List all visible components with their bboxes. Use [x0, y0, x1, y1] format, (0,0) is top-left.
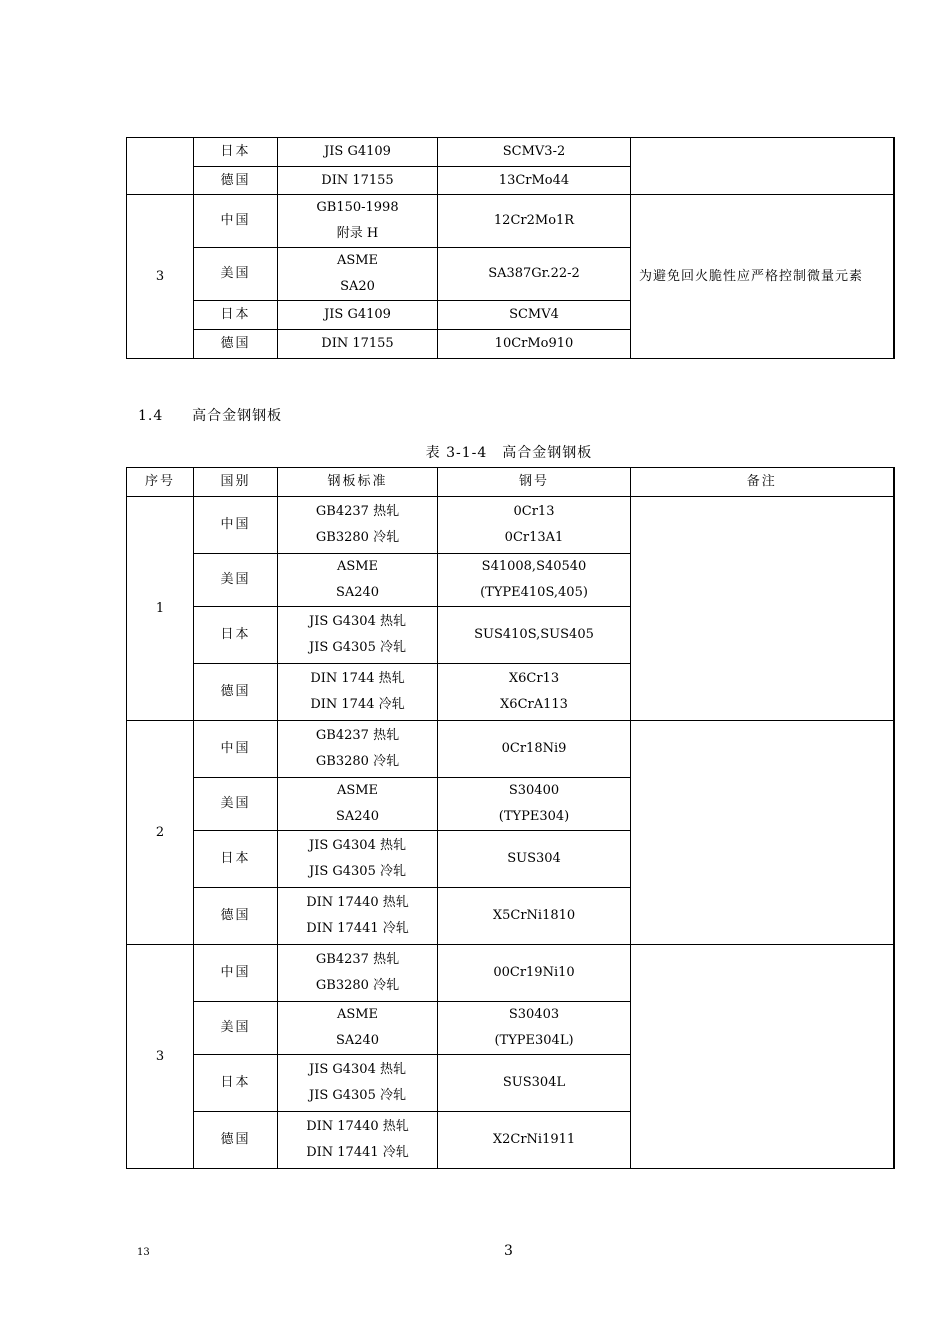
grade-cell — [438, 138, 631, 167]
cell-line: DIN 17155 — [321, 336, 394, 351]
grade-cell — [438, 888, 631, 945]
standard-cell — [278, 167, 438, 195]
country-cell: 日本 — [194, 138, 278, 167]
cell-line: X5CrNi1810 — [492, 908, 576, 923]
serial-number-cell: 3 — [127, 195, 194, 359]
grade-cell — [438, 664, 631, 721]
standard-cell — [278, 888, 438, 945]
cell-line: (TYPE410S,405) — [480, 585, 588, 600]
standard-cell — [278, 330, 438, 359]
footer-left-number: 13 — [137, 1247, 150, 1258]
cell-line: DIN 17440 热轧 — [306, 1119, 409, 1134]
country-cell: 德国 — [194, 330, 278, 359]
cell-line: 13CrMo44 — [498, 172, 570, 188]
table-row — [127, 497, 894, 554]
grade-cell — [438, 778, 631, 831]
country-cell: 美国 — [194, 1002, 278, 1055]
grade-cell — [438, 1002, 631, 1055]
column-header: 钢板标准 — [278, 468, 438, 497]
grade-cell — [438, 330, 631, 359]
cell-line: SCMV3-2 — [502, 144, 566, 159]
cell-line: X2CrNi1911 — [492, 1132, 576, 1147]
cell-line: DIN 1744 冷轧 — [310, 697, 405, 712]
cell-line: JIS G4304 热轧 — [309, 838, 406, 853]
grade-cell — [438, 945, 631, 1002]
remark-cell — [631, 721, 894, 945]
column-header: 钢号 — [438, 468, 631, 497]
standard-cell — [278, 945, 438, 1002]
grade-cell — [438, 1055, 631, 1112]
column-header: 序号 — [127, 468, 194, 497]
grade-cell — [438, 195, 631, 248]
standard-cell — [278, 138, 438, 167]
grade-cell — [438, 497, 631, 554]
cell-line: X6CrA113 — [500, 697, 568, 712]
standard-cell — [278, 497, 438, 554]
serial-number-cell: 2 — [127, 721, 194, 945]
grade-cell — [438, 167, 631, 195]
cell-line: 00Cr19Ni10 — [493, 965, 575, 980]
cell-line: DIN 17155 — [321, 172, 394, 188]
cell-line: JIS G4305 冷轧 — [309, 1088, 406, 1103]
cell-line: 0Cr18Ni9 — [501, 741, 567, 756]
standard-cell — [278, 195, 438, 248]
standard-cell — [278, 607, 438, 664]
remark-cell — [631, 945, 894, 1169]
cell-line: S41008,S40540 — [481, 559, 587, 574]
cell-line: GB4237 热轧 — [315, 952, 400, 967]
cell-line: S30403 — [508, 1007, 560, 1022]
country-cell: 日本 — [194, 301, 278, 330]
grade-cell — [438, 301, 631, 330]
table-row — [127, 945, 894, 1002]
cell-line: SCMV4 — [509, 307, 559, 322]
cell-line: JIS G4305 冷轧 — [309, 640, 406, 655]
country-cell: 德国 — [194, 167, 278, 195]
country-cell: 中国 — [194, 721, 278, 778]
serial-number-cell: 1 — [127, 497, 194, 721]
country-cell: 中国 — [194, 945, 278, 1002]
remark-cell: 为避免回火脆性应严格控制微量元素 — [631, 195, 894, 359]
standard-cell — [278, 248, 438, 301]
cell-line: SA240 — [335, 585, 380, 600]
serial-number-cell: 3 — [127, 945, 194, 1169]
table-row — [127, 138, 894, 167]
cell-line: SUS304L — [502, 1075, 566, 1090]
cell-line: SA387Gr.22-2 — [488, 266, 580, 281]
column-header: 国别 — [194, 468, 278, 497]
cell-line: JIS G4305 冷轧 — [309, 864, 406, 879]
cell-line: SUS304 — [507, 851, 561, 866]
table-caption: 表 3-1-4 高合金钢钢板 — [425, 445, 593, 461]
country-cell: 德国 — [194, 664, 278, 721]
cell-line: GB3280 冷轧 — [315, 530, 400, 545]
table-header-row — [127, 468, 894, 497]
cell-line: ASME — [336, 783, 379, 798]
country-cell: 日本 — [194, 1055, 278, 1112]
section-heading — [138, 405, 282, 425]
country-cell: 中国 — [194, 497, 278, 554]
cell-line: JIS G4304 热轧 — [309, 614, 406, 629]
cell-line: ASME — [336, 559, 379, 574]
cell-line: JIS G4304 热轧 — [309, 1062, 406, 1077]
high-alloy-steel-plate-table — [126, 467, 895, 1169]
cell-line: 0Cr13A1 — [504, 530, 564, 545]
cell-line: 0Cr13 — [513, 504, 555, 519]
standard-cell — [278, 721, 438, 778]
grade-cell — [438, 554, 631, 607]
standard-cell — [278, 554, 438, 607]
country-cell: 日本 — [194, 607, 278, 664]
country-cell: 中国 — [194, 195, 278, 248]
cell-line: DIN 17441 冷轧 — [306, 921, 409, 936]
grade-cell — [438, 721, 631, 778]
country-cell: 美国 — [194, 778, 278, 831]
country-cell: 德国 — [194, 888, 278, 945]
cell-line: JIS G4109 — [324, 144, 391, 159]
cell-line: ASME — [336, 253, 379, 268]
standard-cell — [278, 1112, 438, 1169]
cell-line: 附录 H — [336, 226, 379, 241]
section-title: 高合金钢钢板 — [192, 408, 283, 424]
cell-line: SA240 — [335, 809, 380, 824]
cell-line: (TYPE304L) — [494, 1033, 574, 1048]
steel-plate-table-continued — [126, 137, 895, 359]
standard-cell — [278, 301, 438, 330]
cell-line: ASME — [336, 1007, 379, 1022]
standard-cell — [278, 664, 438, 721]
cell-line: S30400 — [508, 783, 560, 798]
standard-cell — [278, 1002, 438, 1055]
page-number: 3 — [504, 1243, 513, 1259]
grade-cell — [438, 831, 631, 888]
cell-line: JIS G4109 — [324, 307, 391, 322]
grade-cell — [438, 1112, 631, 1169]
grade-cell — [438, 248, 631, 301]
table-row — [127, 721, 894, 778]
cell-line: DIN 17440 热轧 — [306, 895, 409, 910]
standard-cell — [278, 1055, 438, 1112]
cell-line: SUS410S,SUS405 — [474, 627, 594, 642]
serial-number-cell — [127, 138, 194, 195]
remark-cell — [631, 497, 894, 721]
cell-line: (TYPE304) — [498, 809, 570, 824]
section-number: 1.4 — [138, 408, 164, 424]
country-cell: 美国 — [194, 248, 278, 301]
country-cell: 日本 — [194, 831, 278, 888]
column-header: 备注 — [631, 468, 894, 497]
cell-line: GB3280 冷轧 — [315, 754, 400, 769]
cell-line: GB150-1998 — [316, 200, 399, 215]
cell-line: X6Cr13 — [508, 671, 560, 686]
cell-line: SA20 — [340, 279, 375, 294]
standard-cell — [278, 778, 438, 831]
cell-line: 12Cr2Mo1R — [493, 213, 575, 228]
cell-line: 10CrMo910 — [494, 336, 574, 351]
cell-line: GB3280 冷轧 — [315, 978, 400, 993]
cell-line: GB4237 热轧 — [315, 504, 400, 519]
table-row — [127, 195, 894, 248]
cell-line: DIN 17441 冷轧 — [306, 1145, 409, 1160]
country-cell: 德国 — [194, 1112, 278, 1169]
cell-line: GB4237 热轧 — [315, 728, 400, 743]
remark-cell — [631, 138, 894, 195]
standard-cell — [278, 831, 438, 888]
cell-line: SA240 — [335, 1033, 380, 1048]
cell-line: DIN 1744 热轧 — [310, 671, 405, 686]
grade-cell — [438, 607, 631, 664]
country-cell: 美国 — [194, 554, 278, 607]
